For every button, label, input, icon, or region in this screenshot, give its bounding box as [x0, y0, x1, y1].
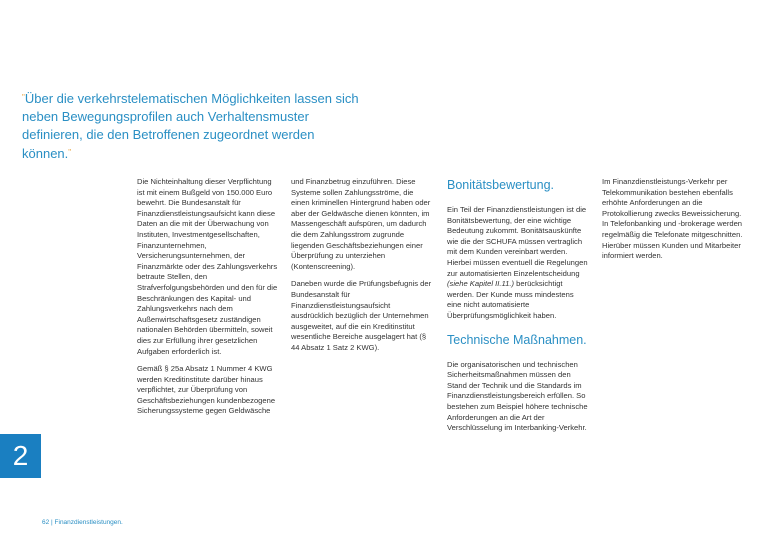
section-heading-bonitaet: Bonitätsbewertung.: [447, 178, 555, 192]
text-column-2: [291, 177, 433, 361]
paragraph-part: Ein Teil der Finanzdienstleistungen ist die Bonitätsbewertung, der eine wichtige Bedeutung zukommt. Bonitätsauskünfte wie die der SCHUFA müssen vertraglich mit dem Kunden vereinbart werden. Hierbei müssen eventuell die Regelungen zur automatisierten Einzelentscheidung: [447, 205, 588, 278]
pull-quote-text: Über die verkehrstelematischen Möglichkeiten lassen sich neben Bewegungsprofilen auch Verhaltensmuster definieren, die den Betroffenen zugeordnet werden können.: [22, 91, 359, 161]
paragraph-part: berücksichtigt werden. Der Kunde muss mindestens eine nicht automatisierte Überprüfungsmöglichkeit haben.: [447, 279, 574, 320]
paragraph: [447, 205, 589, 322]
paragraph: Daneben wurde die Prüfungsbefugnis der Bundesanstalt für Finanzdienstleistungsaufsicht ausdrücklich bezüglich der Unternehmen ausgeweitet, auf die ein Kreditinstitut wesentliche Bereiche ausgelagert hat (§ 44 Absatz 1 Satz 2 KWG).: [291, 279, 432, 352]
section-heading-technik: Technische Maßnahmen.: [447, 332, 587, 347]
text-column-3: [447, 177, 589, 441]
pull-quote: [22, 89, 362, 163]
paragraph: und Finanzbetrug einzuführen. Diese Systeme sollen Zahlungsströme, die einen kriminellen Hintergrund haben oder aber der Geldwäsche dienen könnten, im Massengeschäft aufspüren, um dadurch die dem Zahlungsstrom zugrunde liegenden Geschäftsbeziehungen einer Überprüfung zu unterziehen (Kontenscreening).: [291, 177, 431, 271]
text-column-4: [602, 177, 744, 269]
close-quote-mark: ": [68, 148, 72, 157]
page-footer: 62 | Finanzdienstleistungen.: [42, 519, 123, 526]
chapter-reference: (siehe Kapitel II.11.): [447, 279, 514, 289]
paragraph: Gemäß § 25a Absatz 1 Nummer 4 KWG werden Kreditinstitute darüber hinaus verpflichtet, zur Überprüfung von Geschäftsbeziehungen kundenbezogene Sicherungssysteme gegen Geldwäsche: [137, 364, 276, 416]
paragraph: Die Nichteinhaltung dieser Verpflichtung ist mit einem Bußgeld von 150.000 Euro bewehrt. Die Bundesanstalt für Finanzdienstleistungsaufsicht kann diese Daten an die mit der Überwachung von Instituten, Investmentgesellschaften, Finanzunternehmen, Versicherungsunternehmen, der Finanzmärkte oder des Zahlungsverkehrs betraute Stellen, den Strafverfolgungsbehörden und den für die Beschränkungen des Kapital- und Zahlungsverkehrs nach dem Außenwirtschaftsgesetz zuständigen nationalen Behörden übermitteln, soweit dies zur Erfüllung ihrer gesetzlichen Aufgaben erforderlich ist.: [137, 177, 278, 356]
text-column-1: [137, 177, 279, 424]
open-quote-mark: ": [22, 93, 25, 102]
paragraph: Im Finanzdienstleistungs-Verkehr per Telekommunikation bestehen ebenfalls erhöhte Anforderungen an die Protokollierung zwecks Beweissicherung. In Telefonbanking und -brokerage werden regelmäßig die Telefonate mitgeschnitten. Hierüber müssen Kunden und Mitarbeiter informiert werden.: [602, 177, 743, 261]
chapter-number-badge: 2: [0, 434, 41, 478]
paragraph: Die organisatorischen und technischen Sicherheitsmaßnahmen müssen den Stand der Technik und die Standards im Finanzdienstleistungsbereich erfüllen. So bestehen zum Beispiel höhere technische Anforderungen an die Art der Verschlüsselung im Interbanking-Verkehr.: [447, 359, 588, 433]
